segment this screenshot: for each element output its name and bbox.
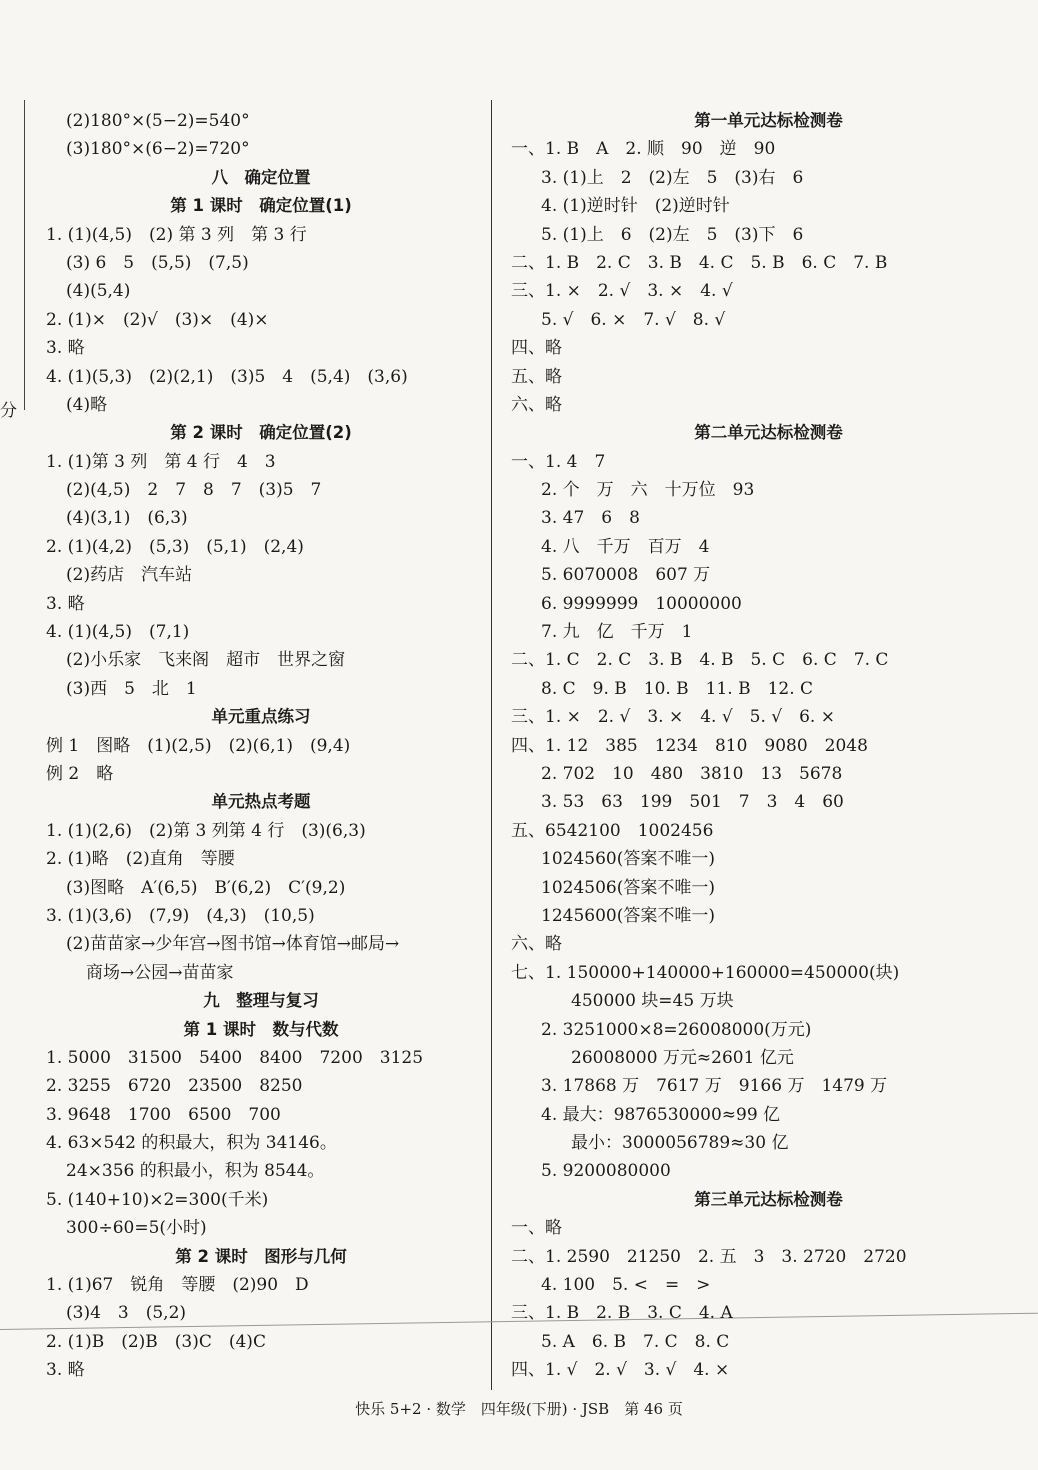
answer-line: 3. (1)(3,6) (7,9) (4,3) (10,5) (46, 905, 315, 926)
answer-line: 7. 九 亿 千万 1 (541, 622, 693, 643)
answer-line: 5. 6070008 607 万 (541, 565, 711, 586)
page-footer: 快乐 5+2 · 数学 四年级(下册) · JSB 第 46 页 (355, 1400, 683, 1418)
answer-line: 四、1. √ 2. √ 3. √ 4. × (511, 1360, 730, 1381)
answer-line: 六、略 (511, 934, 562, 955)
answer-line: 1024560(答案不唯一) (541, 849, 715, 870)
answer-line: 3. 17868 万 7617 万 9166 万 1479 万 (541, 1076, 888, 1097)
answer-line: 一、略 (511, 1218, 562, 1239)
answer-line: 4. 最大：9876530000≈99 亿 (541, 1104, 781, 1125)
answer-line: (3)西 5 北 1 (66, 678, 197, 699)
answer-line: 4. (1)逆时针 (2)逆时针 (541, 196, 730, 217)
answer-line: (4)略 (66, 394, 108, 415)
answer-line: 26008000 万元≈2601 亿元 (571, 1047, 794, 1068)
answer-line: 1. 5000 31500 5400 8400 7200 3125 (46, 1047, 424, 1068)
section-heading: 单元重点练习 (211, 707, 311, 727)
answer-line: 3. 53 63 199 501 7 3 4 60 (541, 792, 844, 813)
section-heading: 第三单元达标检测卷 (694, 1189, 843, 1209)
answer-line: 四、1. 12 385 1234 810 9080 2048 (511, 735, 868, 756)
answer-line: 2. (1)× (2)√ (3)× (4)× (46, 309, 269, 330)
answer-line: 二、1. 2590 21250 2. 五 3 3. 2720 2720 (511, 1246, 907, 1267)
section-heading: 第 2 课时 确定位置(2) (170, 423, 352, 443)
answer-line: 3. 9648 1700 6500 700 (46, 1104, 281, 1125)
left-answer-column (46, 107, 476, 1385)
answer-line: 二、1. C 2. C 3. B 4. B 5. C 6. C 7. C (511, 650, 889, 671)
answer-line: 2. 个 万 六 十万位 93 (541, 480, 755, 501)
answer-line: 24×356 的积最小，积为 8544。 (66, 1161, 325, 1182)
answer-line: 1. (1)67 锐角 等腰 (2)90 D (46, 1275, 309, 1296)
answer-line: (4)(3,1) (6,3) (66, 508, 188, 529)
answer-line: 3. 略 (46, 1360, 85, 1381)
answer-line: 4. 八 千万 百万 4 (541, 536, 710, 557)
section-heading: 第 2 课时 图形与几何 (175, 1246, 347, 1266)
answer-line: 3. 略 (46, 593, 85, 614)
answer-line: 2. 3255 6720 23500 8250 (46, 1076, 303, 1097)
answer-line: (2)药店 汽车站 (66, 565, 193, 586)
answer-line: 四、略 (511, 338, 562, 359)
answer-line: (2)小乐家 飞来阁 超市 世界之窗 (66, 650, 346, 671)
answer-line: 5. (140+10)×2=300(千米) (46, 1189, 269, 1210)
answer-line: 最小：3000056789≈30 亿 (571, 1133, 789, 1154)
answer-line: 4. 63×542 的积最大，积为 34146。 (46, 1133, 337, 1154)
answer-line: (4)(5,4) (66, 281, 131, 302)
section-heading: 第 1 课时 数与代数 (183, 1019, 339, 1039)
left-margin-rule (24, 100, 25, 410)
section-heading: 八 确定位置 (211, 167, 311, 187)
answer-line: 1245600(答案不唯一) (541, 905, 715, 926)
answer-line: 例 1 图略 (1)(2,5) (2)(6,1) (9,4) (46, 735, 351, 756)
answer-line: 4. (1)(5,3) (2)(2,1) (3)5 4 (5,4) (3,6) (46, 366, 408, 387)
answer-line: 一、1. B A 2. 顺 90 逆 90 (511, 139, 776, 160)
answer-line: 六、略 (511, 394, 562, 415)
answer-line: 三、1. B 2. B 3. C 4. A (511, 1303, 733, 1324)
answer-line: 1. (1)(4,5) (2) 第 3 列 第 3 行 (46, 224, 307, 245)
answer-line: 1024506(答案不唯一) (541, 877, 715, 898)
answer-line: 2. (1)(4,2) (5,3) (5,1) (2,4) (46, 536, 304, 557)
answer-line: 5. 9200080000 (541, 1161, 671, 1182)
answer-line: 三、1. × 2. √ 3. × 4. √ (511, 281, 733, 302)
section-heading: 第二单元达标检测卷 (694, 423, 843, 443)
column-divider (491, 100, 492, 1390)
answer-line: 2. 702 10 480 3810 13 5678 (541, 763, 843, 784)
answer-line: 3. (1)上 2 (2)左 5 (3)右 6 (541, 167, 804, 188)
right-answer-column (511, 107, 1026, 1385)
answer-line: 4. 100 5. < = > (541, 1275, 711, 1296)
answer-line: 五、6542100 1002456 (511, 820, 714, 841)
answer-line: 2. (1)B (2)B (3)C (4)C (46, 1331, 266, 1352)
answer-line: 450000 块=45 万块 (571, 991, 734, 1012)
answer-line: 6. 9999999 10000000 (541, 593, 742, 614)
answer-line: (2)(4,5) 2 7 8 7 (3)5 7 (66, 480, 322, 501)
section-heading: 单元热点考题 (211, 792, 311, 812)
answer-line: 5. √ 6. × 7. √ 8. √ (541, 309, 726, 330)
answer-line: 300÷60=5(小时) (66, 1218, 207, 1239)
answer-line: (3)180°×(6−2)=720° (66, 139, 250, 160)
answer-line: 例 2 略 (46, 763, 114, 784)
answer-line: 三、1. × 2. √ 3. × 4. √ 5. √ 6. × (511, 707, 835, 728)
answer-line: 2. 3251000×8=26008000(万元) (541, 1019, 812, 1040)
answer-line: (3)4 3 (5,2) (66, 1303, 187, 1324)
answer-line: (3) 6 5 (5,5) (7,5) (66, 252, 249, 273)
answer-line: 1. (1)(2,6) (2)第 3 列第 4 行 (3)(6,3) (46, 820, 366, 841)
answer-line: 1. (1)第 3 列 第 4 行 4 3 (46, 451, 276, 472)
answer-line: 商场→公园→苗苗家 (86, 962, 234, 983)
answer-line: 2. (1)略 (2)直角 等腰 (46, 849, 235, 870)
answer-line: 3. 略 (46, 338, 85, 359)
answer-line: (2)苗苗家→少年宫→图书馆→体育馆→邮局→ (66, 934, 400, 955)
section-heading: 第 1 课时 确定位置(1) (170, 196, 352, 216)
answer-line: 8. C 9. B 10. B 11. B 12. C (541, 678, 814, 699)
section-heading: 九 整理与复习 (203, 991, 319, 1011)
answer-line: 一、1. 4 7 (511, 451, 606, 472)
answer-line: (3)图略 A′(6,5) B′(6,2) C′(9,2) (66, 877, 346, 898)
answer-line: 七、1. 150000+140000+160000=450000(块) (511, 962, 900, 983)
section-heading: 第一单元达标检测卷 (694, 111, 843, 130)
answer-line: 五、略 (511, 366, 562, 387)
answer-line: 3. 47 6 8 (541, 508, 640, 529)
answer-line: 5. A 6. B 7. C 8. C (541, 1331, 730, 1352)
answer-line: 5. (1)上 6 (2)左 5 (3)下 6 (541, 224, 804, 245)
answer-line: 4. (1)(4,5) (7,1) (46, 622, 190, 643)
margin-fragment: 分 (0, 401, 17, 421)
answer-line: (2)180°×(5−2)=540° (66, 111, 250, 131)
answer-line: 二、1. B 2. C 3. B 4. C 5. B 6. C 7. B (511, 252, 888, 273)
